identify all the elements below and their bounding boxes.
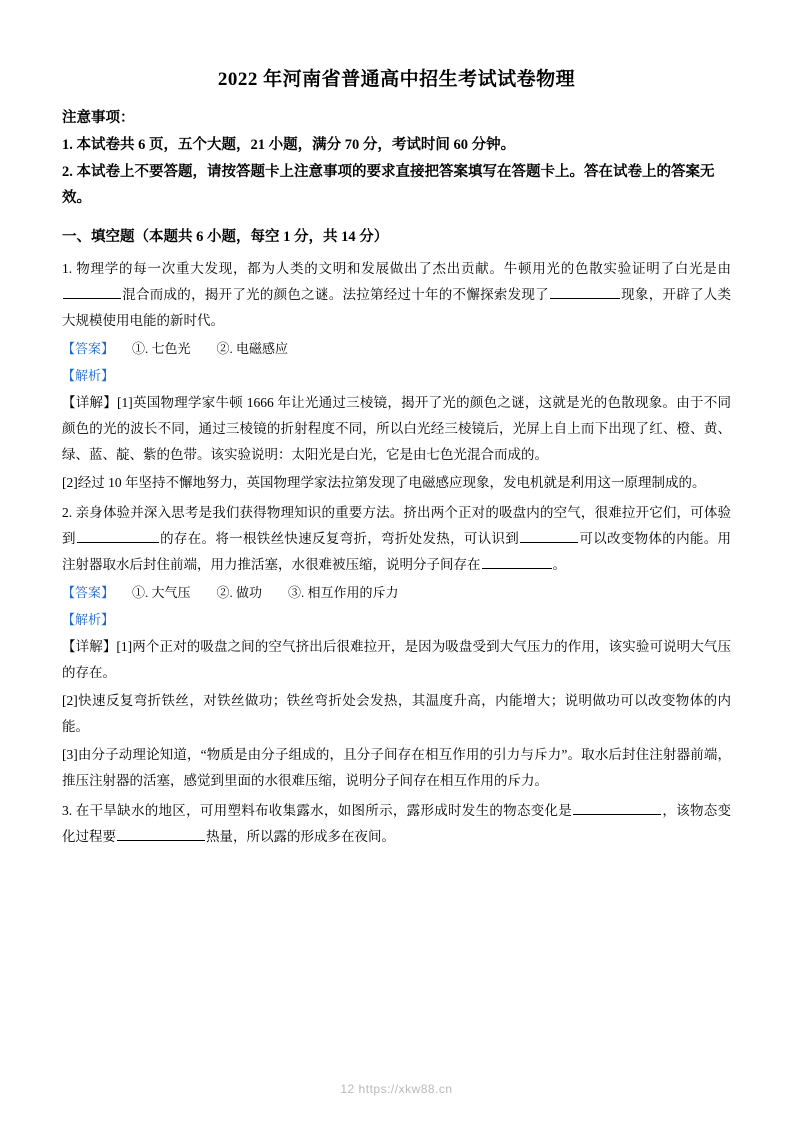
question-1-answer-1: ①. 七色光 bbox=[132, 340, 191, 356]
question-1-text bbox=[62, 256, 731, 334]
question-2-text bbox=[62, 500, 731, 578]
question-1-detail-1: 【详解】[1]英国物理学家牛顿 1666 年让光通过三棱镜，揭开了光的颜色之谜，这就是光的色散现象。由于不同颜色的光的波长不同，通过三棱镜的折射程度不同，所以白光经三棱镜后，光屏上自上而下出现了红、橙、黄、绿、蓝、靛、紫的色带。该实验说明：太阳光是白光，它是由七色光混合而成的。 bbox=[62, 395, 731, 463]
question-2-answer-row bbox=[62, 580, 731, 605]
question-2-answer-3: ③. 相互作用的斥力 bbox=[288, 584, 399, 600]
answer-label: 【答案】 bbox=[62, 584, 115, 600]
question-3-part-c: 热量，所以露的形成多在夜间。 bbox=[206, 828, 395, 844]
question-1-part-b: 混合而成的，揭开了光的颜色之谜。法拉第经过十年的不懈探索发现了 bbox=[122, 286, 549, 302]
question-2-answer-2: ②. 做功 bbox=[216, 584, 263, 600]
question-1-answer-2: ②. 电磁感应 bbox=[216, 340, 289, 356]
page-title: 2022 年河南省普通高中招生考试试卷物理 bbox=[217, 69, 576, 90]
question-2-number: 2. bbox=[62, 504, 73, 520]
question-2-part-c: 可以改变物体的内能。用注射器取水后封住前端，用力推活塞，水很难被压缩，说明分子间存在 bbox=[62, 530, 732, 572]
question-2-detail-1: 【详解】[1]两个正对的吸盘之间的空气挤出后很难拉开，是因为吸盘受到大气压力的作用，该实验可说明大气压的存在。 bbox=[62, 639, 731, 681]
question-2-part-d: 。 bbox=[552, 556, 566, 572]
answer-blank bbox=[482, 555, 552, 569]
section-heading-fill-in-blanks: 一、填空题（本题共 6 小题，每空 1 分，共 14 分） bbox=[62, 229, 389, 246]
question-3-number: 3. bbox=[62, 802, 73, 818]
question-2-detail-3: [3]由分子动理论知道，“物质是由分子组成的，且分子间存在相互作用的引力与斥力”。取水后封住注射器前端，推压注射器的活塞，感觉到里面的水很难压缩，说明分子间存在相互作用的斥力。 bbox=[62, 746, 731, 788]
notice-item-2: 2. 本试卷上不要答题，请按答题卡上注意事项的要求直接把答案填写在答题卡上。答在试卷上的答案无效。 bbox=[62, 163, 715, 207]
answer-label: 【答案】 bbox=[62, 340, 115, 356]
answer-blank bbox=[63, 285, 121, 299]
answer-blank bbox=[520, 529, 578, 543]
question-3-part-b: ，该物态变化过程要 bbox=[62, 802, 732, 844]
question-1-part-c: 现象，开辟了人类大规模使用电能的新时代。 bbox=[62, 286, 732, 328]
question-1-number: 1. bbox=[62, 260, 73, 276]
notice-heading: 注意事项： bbox=[62, 110, 135, 126]
notice-item-1: 1. 本试卷共 6 页，五个大题，21 小题，满分 70 分，考试时间 60 分钟。 bbox=[62, 136, 516, 153]
question-2-detail-2: [2]快速反复弯折铁丝，对铁丝做功；铁丝弯折处会发热，其温度升高，内能增大；说明做功可以改变物体的内能。 bbox=[62, 693, 731, 735]
question-3-part-a: 在干旱缺水的地区，可用塑料布收集露水，如图所示，露形成时发生的物态变化是 bbox=[75, 802, 573, 818]
question-3-text bbox=[62, 798, 731, 850]
answer-blank bbox=[117, 827, 205, 841]
question-1-detail-2: [2]经过 10 年坚持不懈地努力，英国物理学家法拉第发现了电磁感应现象，发电机就是利用这一原理制成的。 bbox=[62, 475, 706, 491]
question-2-part-a: 亲身体验并深入思考是我们获得物理知识的重要方法。挤出两个正对的吸盘内的空气，很难拉开它们，可体验到 bbox=[62, 504, 731, 546]
answer-blank bbox=[77, 529, 159, 543]
question-1-answer-row bbox=[62, 336, 731, 361]
question-1-part-a: 物理学的每一次重大发现，都为人类的文明和发展做出了杰出贡献。牛顿用光的色散实验证明了白光是由 bbox=[76, 260, 731, 276]
question-1-analysis-label: 【解析】 bbox=[62, 367, 115, 383]
page-footer: 12 https://xkw88.cn bbox=[340, 1082, 453, 1096]
question-2-analysis-label: 【解析】 bbox=[62, 611, 115, 627]
answer-blank bbox=[573, 801, 661, 815]
question-2-part-b: 的存在。将一根铁丝快速反复弯折，弯折处发热，可认识到 bbox=[159, 530, 520, 546]
answer-blank bbox=[550, 285, 620, 299]
question-2-answer-1: ①. 大气压 bbox=[132, 584, 191, 600]
